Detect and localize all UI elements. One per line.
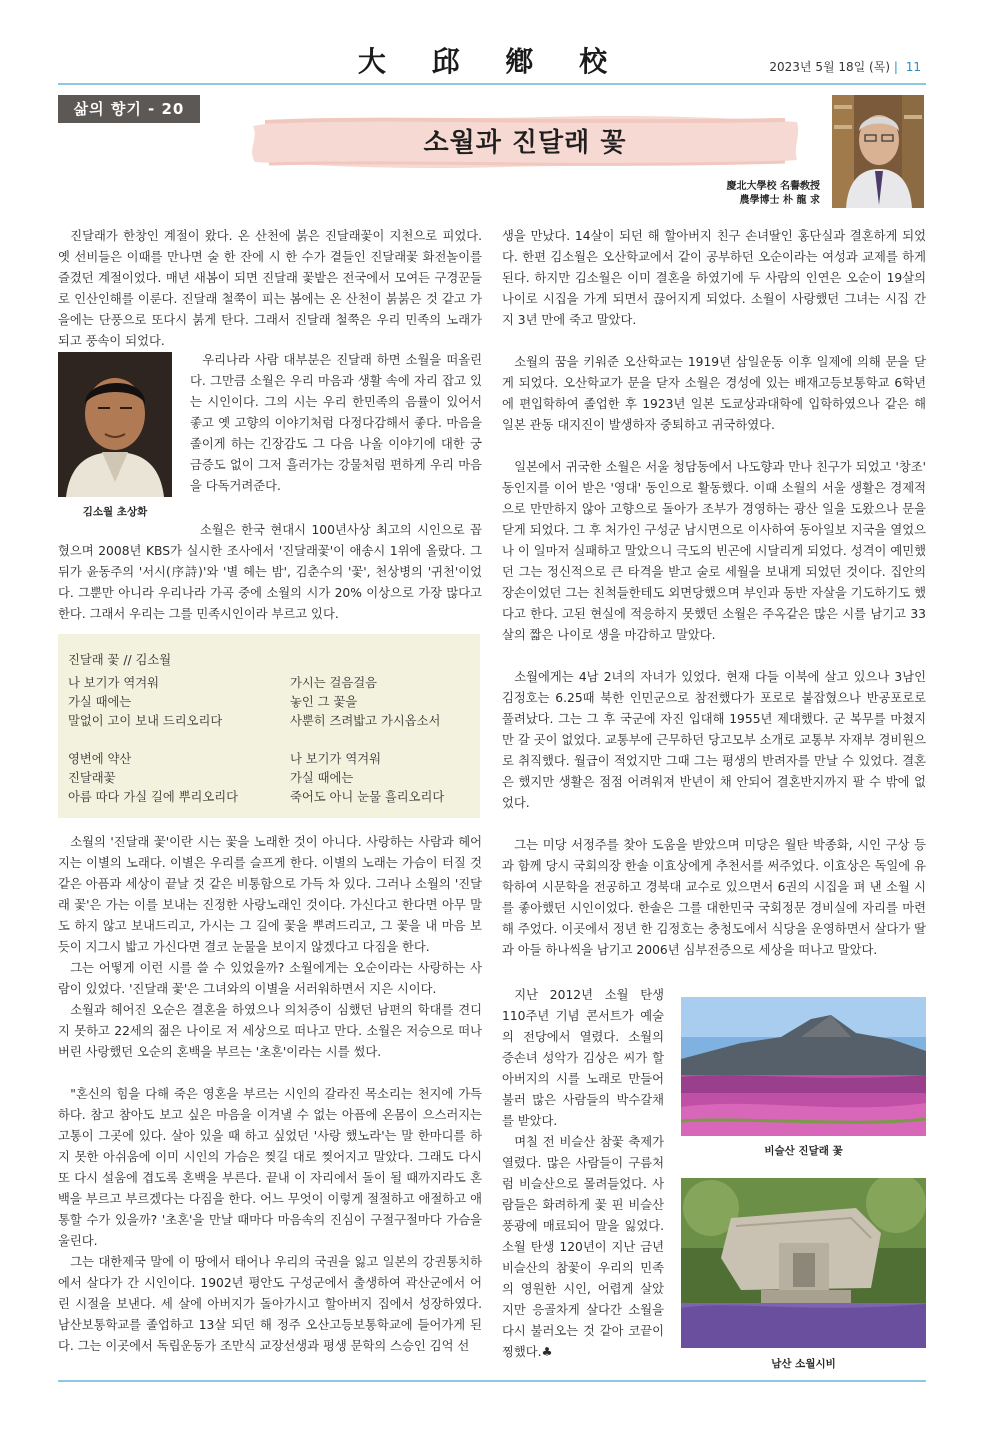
monument-photo-caption: 남산 소월시비 xyxy=(771,1358,836,1370)
right-column-text xyxy=(502,226,926,961)
author-name: 農學博士 朴 龍 求 xyxy=(739,195,820,206)
sowol-paragraph-1-block xyxy=(190,350,482,497)
poem-line: 나 보기가 역겨워 xyxy=(290,752,381,766)
poem-line: 아름 따다 가실 길에 뿌리오리다 xyxy=(68,790,239,804)
right-bottom-text xyxy=(502,985,664,1363)
newspaper-masthead: 大 邱 鄕 校 xyxy=(357,45,626,78)
poem-line: 진달래꽃 xyxy=(68,771,116,785)
dateline: 2023년 5월 18일 (목) | 11 xyxy=(769,60,921,74)
mountain-photo-caption: 비슬산 진달래 꽃 xyxy=(764,1145,843,1157)
poem-line: 놓인 그 꽃을 xyxy=(290,695,358,709)
body-paragraph: 그는 어떻게 이런 시를 쓸 수 있었을까? 소월에게는 오순이라는 사랑하는 사람이 있었다. '진달래 꽃'은 그녀와의 이별을 서러워하면서 지은 시이다. xyxy=(58,961,482,996)
poem-line: 가실 때에는 xyxy=(68,695,132,709)
series-label: 삶의 향기 - 20 xyxy=(58,95,200,123)
body-paragraph: 소월의 꿈을 키워준 오산학교는 1919년 삼일운동 이후 일제에 의해 문을 닫게 되었다. 오산학교가 문을 닫자 소월은 경성에 있는 배재고등보통학교 6학년에 편입학하여 졸업한 후 1923년 일본 도쿄상과대학에 입학하였으나 같은 해 일본 관동 대지진이 발생하자 중퇴하고 귀국하였다. xyxy=(502,355,926,432)
sowol-paragraph-2-block xyxy=(58,520,482,625)
header-rule xyxy=(58,83,926,85)
body-paragraph: 그는 미당 서정주를 찾아 도움을 받았으며 미당은 월탄 박종화, 시인 구상 등과 함께 당시 국회의장 한솔 이효상에게 추천서를 써주었다. 이효상은 독일에 유학하여 시문학을 전공하고 경북대 교수로 있으면서 6권의 시집을 펴 낸 소월 시를 좋아했던 시인이었다. 한솔은 그를 대한민국 국회정문 경비실에 자리를 마련해 주었다. 이곳에서 정년 한 김정호는 충청도에서 식당을 운영하면서 살다가 딸과 아들 하나씩을 남기고 2006년 심부전증으로 세상을 떠나고 말았다. xyxy=(502,838,926,957)
body-paragraph: 일본에서 귀국한 소월은 서울 청담동에서 나도향과 만나 친구가 되었고 '창조' 동인지를 이어 받은 '영대' 동인으로 활동했다. 이때 소월의 서울 생활은 경제적으로 만만하지 않아 고향으로 돌아가 조부가 경영하는 광산 일을 도왔으나 문을 닫게 되었다. 그 후 처가인 구성군 남시면으로 이사하여 동아일보 지국을 열었으나 이 일마저 실패하고 말았으니 극도의 빈곤에 시달리게 되었다. 성격이 예민했던 그는 정신적으로 큰 타격을 받고 술로 세월을 보내게 되었던 것이다. 집안의 장손이었던 그는 친척들한테도 외면당했으며 부인과 동반 자살을 기도하기도 했다고 한다. 고된 현실에 적응하지 못했던 소월은 주옥같은 많은 시를 남기고 33살의 짧은 나이로 생을 마감하고 말았다. xyxy=(502,460,926,642)
page-number: 11 xyxy=(905,60,921,74)
sowol-paragraph-2: 소월은 한국 현대시 100년사상 최고의 시인으로 꼽혔으며 2008년 KBS가 실시한 조사에서 '진달래꽃'이 애송시 1위에 올랐다. 그 뒤가 윤동주의 '서시(序詩)'와 '별 헤는 밤', 김춘수의 '꽃', 천상병의 '귀천'이었다. 그뿐만 아니라 우리나라 가곡 중에 소월의 시가 20% 이상으로 가장 많다고 한다. 그래서 우리는 그를 민족시인이라 부르고 있다. xyxy=(58,523,482,621)
portrait-caption: 김소월 초상화 xyxy=(82,506,148,518)
mountain-azalea-photo xyxy=(681,997,926,1136)
author-title: 慶北大學校 名譽敎授 xyxy=(726,181,820,192)
poem-line: 나 보기가 역겨워 xyxy=(68,676,159,690)
body-paragraph: "혼신의 힘을 다해 죽은 영혼을 부르는 시인의 갈라진 목소리는 천지에 가득하다. 참고 참아도 보고 싶은 마음을 이겨낼 수 없는 아픔에 온몸이 으스러지는 고통이 그곳에 있다. 살아 있을 때 하고 싶었던 '사랑 했노라'는 말 한마디를 하지 못한 아쉬움에 이미 시인의 가슴은 찢길 대로 찢어지고 말았다. 그래도 다시 또 다시 설움에 겹도록 혼백을 부른다. 끝내 이 자리에서 돌이 될 때까지라도 혼백을 부르고 부르겠다는 다짐을 한다. 어느 무엇이 이렇게 절절하고 애절하고 애통할 수가 있을까? '초혼'을 만날 때마다 마음속의 진심이 구절구절마다 가슴을 울린다. xyxy=(58,1087,482,1248)
poem-line: 죽어도 아니 눈물 흘리오리다 xyxy=(290,790,445,804)
body-paragraph: 소월과 헤어진 오순은 결혼을 하였으나 의처증이 심했던 남편의 학대를 견디지 못하고 22세의 젊은 나이로 저 세상으로 떠나고 만다. 소월은 저승으로 떠나버린 사랑했던 오순의 혼백을 부르는 '초혼'이라는 시를 썼다. xyxy=(58,1003,482,1059)
poem-line: 가시는 걸음걸음 xyxy=(290,676,378,690)
body-paragraph: 그는 대한제국 말에 이 땅에서 태어나 우리의 국권을 잃고 일본의 강권통치하에서 살다가 간 시인이다. 1902년 평안도 구성군에서 출생하여 곽산군에서 어린 시절을 보낸다. 세 살에 아버지가 돌아가시고 할아버지 집에서 성장하였다. 남산보통학교를 졸업하고 13살 되던 해 정주 오산고등보통학교에 들어가게 된다. 그는 이곳에서 독립운동가 조만식 교장선생과 평생 문학의 스승인 김억 선 xyxy=(58,1255,482,1353)
poem-left-column xyxy=(68,674,268,807)
poem-line: 가실 때에는 xyxy=(290,771,354,785)
intro-paragraph-block xyxy=(58,226,482,352)
left-bottom-text xyxy=(58,832,482,1357)
sowol-paragraph-1: 우리나라 사람 대부분은 진달래 하면 소월을 떠올린다. 그만큼 소월은 우리 마음과 생활 속에 자리 잡고 있는 시인이다. 그의 시는 우리 한민족의 음률이 있어서 좋고 옛 고향의 이야기처럼 다정다감해서 좋다. 마음을 졸이게 하는 긴장감도 그 다음 나올 이야기에 대한 궁금증도 없이 그저 흘러가는 강물처럼 편하게 우리 마음을 다독거려준다. xyxy=(190,353,482,493)
body-paragraph: 생을 만났다. 14살이 되던 해 할아버지 친구 손녀딸인 홍단실과 결혼하게 되었다. 한편 김소월은 오산학교에서 같이 공부하던 오순이라는 여성과 교제를 하게 된다. 하지만 김소월은 이미 결혼을 하였기에 두 사람의 인연은 오순이 19살의 나이로 시집을 가게 되면서 끊어지게 되었다. 소월이 사랑했던 그녀는 시집 간 지 3년 만에 죽고 말았다. xyxy=(502,229,926,327)
intro-paragraph: 진달래가 한창인 계절이 왔다. 온 산천에 붉은 진달래꽃이 지천으로 피었다. 옛 선비들은 이때를 만나면 술 한 잔에 시 한 수가 곁들인 진달래꽃 화전놀이를 즐겼던 계절이었다. 매년 새봄이 되면 진달래 꽃밭은 전국에서 모여든 구경꾼들로 인산인해를 이룬다. 진달래 철쭉이 피는 봄에는 온 산천이 붉붉은 것 같고 가을에는 단풍으로 또다시 붉게 탄다. 그래서 진달래 철쭉은 우리 민족의 노래가 되고 풍속이 되었다. xyxy=(58,229,482,348)
body-paragraph: 며칠 전 비슬산 참꽃 축제가 열렸다. 많은 사람들이 구름처럼 비슬산으로 몰려들었다. 사람들은 화려하게 꽃 핀 비슬산 풍광에 매료되어 말을 잃었다. 소월 탄생 120년이 지난 금년 비슬산의 참꽃이 우리의 민족의 영원한 시인, 어렵게 살았지만 응골차게 살다간 소월을 다시 불러오는 것 같아 코끝이 찡했다.♣ xyxy=(502,1135,664,1359)
issue-date: 2023년 5월 18일 (목) xyxy=(769,60,891,74)
author-byline xyxy=(700,180,820,208)
kim-sowol-portrait xyxy=(58,352,172,497)
poem-line: 영변에 약산 xyxy=(68,752,132,766)
poem-right-column xyxy=(290,674,480,807)
body-paragraph: 소월의 '진달래 꽃'이란 시는 꽃을 노래한 것이 아니다. 사랑하는 사람과 헤어지는 이별의 노래다. 이별은 우리를 슬프게 한다. 이별의 노래는 가슴이 터질 것 같은 아픔과 세상이 끝날 것 같은 비통함으로 가득 차 있다. 그러나 소월의 '진달래 꽃'은 가는 이를 보내는 진정한 사랑노래인 것이다. 가신다고 한다면 아무 말도 하지 않고 보내드리고, 가시는 그 길에 꽃을 뿌려드리고, 그 꽃을 내 마음 보듯이 지그시 밟고 가신다면 결코 눈물을 보이지 않겠다고 다짐을 한다. xyxy=(58,835,482,954)
body-paragraph: 지난 2012년 소월 탄생 110주년 기념 콘서트가 예술의 전당에서 열렸다. 소월의 증손녀 성악가 김상은 씨가 할아버지의 시를 노래로 만들어 불러 많은 사람들의 박수갈채를 받았다. xyxy=(502,988,664,1128)
footer-rule xyxy=(58,1380,926,1382)
author-photo xyxy=(832,95,924,208)
poem-line: 말없이 고이 보내 드리오리다 xyxy=(68,714,223,728)
body-paragraph: 소월에게는 4남 2녀의 자녀가 있었다. 현재 다들 이북에 살고 있으나 3남인 김정호는 6.25때 북한 인민군으로 참전했다가 포로로 붙잡혔으나 반공포로로 풀려났다. 그는 그 후 국군에 자진 입대해 1955년 제대했다. 군 복무를 마쳤지만 갈 곳이 없었다. 교통부에 근무하던 당고모부 소개로 교통부 자재부 경비원으로 취직했다. 월급이 적었지만 그때 그는 평생의 반려자를 만날 수 있었다. 결혼은 했지만 생활은 점점 어려워져 반년이 채 안되어 결혼반지까지 팔 수 밖에 없었다. xyxy=(502,670,926,810)
poem-title: 진달래 꽃 // 김소월 xyxy=(68,653,172,667)
poem-line: 사뿐히 즈려밟고 가시옵소서 xyxy=(290,714,441,728)
sowol-monument-photo xyxy=(681,1178,926,1348)
headline: 소월과 진달래 꽃 xyxy=(423,128,627,158)
